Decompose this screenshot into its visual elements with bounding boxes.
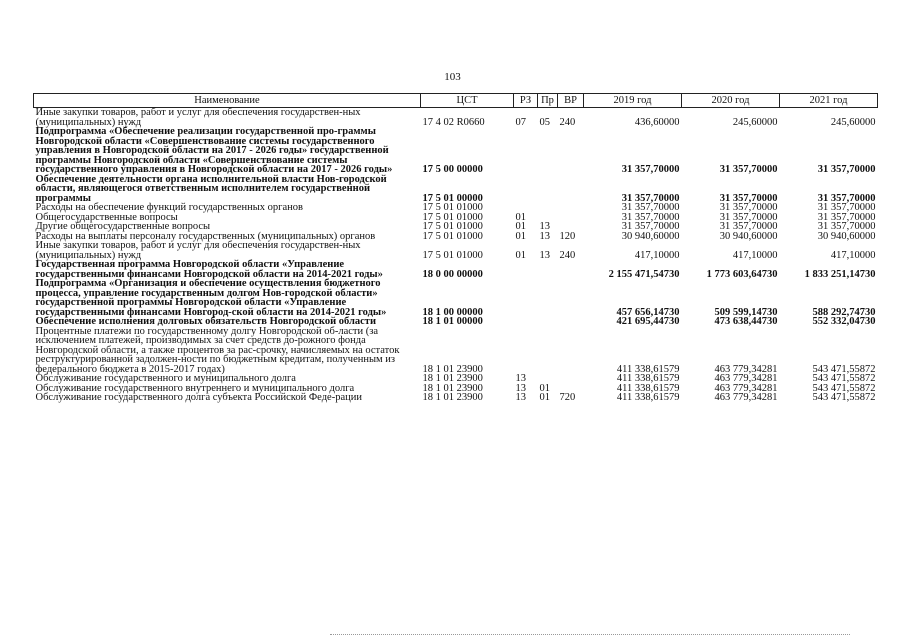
row-2021: 31 357,70000 bbox=[817, 202, 876, 213]
row-2020: 417,10000 bbox=[732, 249, 778, 261]
row-rz: 13 bbox=[515, 373, 526, 384]
row-2021: 417,10000 bbox=[830, 249, 876, 261]
row-2019: 457 656,14730 bbox=[616, 306, 680, 318]
row-2019: 31 357,70000 bbox=[621, 164, 680, 175]
row-2020: 1 773 603,64730 bbox=[706, 268, 778, 280]
row-cst: 17 5 01 01000 bbox=[422, 211, 483, 223]
row-name: Обслуживание государственного внутреннего и муниципального долга bbox=[35, 382, 355, 394]
row-pr: 13 bbox=[539, 249, 550, 261]
row-cst: 18 1 00 00000 bbox=[422, 306, 483, 318]
table-row bbox=[34, 175, 878, 204]
row-pr: 13 bbox=[539, 230, 550, 242]
row-2019: 30 940,60000 bbox=[621, 230, 680, 242]
row-rz bbox=[514, 260, 538, 279]
row-2021: 588 292,74730 bbox=[812, 306, 876, 318]
row-2021: 552 332,04730 bbox=[812, 316, 876, 327]
row-vr bbox=[558, 260, 584, 279]
row-pr: 01 bbox=[539, 382, 550, 394]
row-cst: 17 5 01 01000 bbox=[422, 230, 483, 242]
row-vr: 240 bbox=[559, 116, 576, 128]
row-pr bbox=[538, 317, 558, 327]
row-pr: 05 bbox=[539, 116, 550, 128]
row-2019: 31 357,70000 bbox=[621, 211, 680, 223]
row-cst: 17 5 00 00000 bbox=[422, 164, 483, 175]
row-rz: 01 bbox=[515, 249, 526, 261]
header-vr: ВР bbox=[558, 94, 584, 108]
row-pr bbox=[538, 127, 558, 175]
row-2020: 473 638,44730 bbox=[714, 316, 778, 327]
row-pr bbox=[538, 327, 558, 375]
row-2020: 463 779,34281 bbox=[714, 373, 778, 384]
table-row bbox=[34, 108, 878, 128]
row-pr bbox=[538, 203, 558, 213]
row-name: Другие общегосударственные вопросы bbox=[35, 221, 211, 232]
row-rz: 13 bbox=[515, 392, 526, 403]
table-header-row bbox=[34, 94, 878, 108]
header-cst: ЦСТ bbox=[421, 94, 514, 108]
page-number: 103 bbox=[444, 71, 461, 83]
row-vr bbox=[558, 279, 584, 317]
row-2020: 31 357,70000 bbox=[719, 164, 778, 175]
row-2019: 31 357,70000 bbox=[621, 202, 680, 213]
row-cst: 17 5 01 01000 bbox=[422, 249, 483, 261]
table-row bbox=[34, 241, 878, 260]
row-2021: 1 833 251,14730 bbox=[804, 268, 876, 280]
row-name: Расходы на обеспечение функций государственных органов bbox=[35, 202, 303, 213]
row-2019: 411 338,61579 bbox=[616, 382, 680, 394]
header-2019: 2019 год bbox=[584, 94, 682, 108]
row-rz: 01 bbox=[515, 230, 526, 242]
header-2021: 2021 год bbox=[780, 94, 878, 108]
row-2019: 421 695,44730 bbox=[616, 316, 680, 327]
row-2021: 31 357,70000 bbox=[817, 221, 876, 232]
row-2020: 31 357,70000 bbox=[719, 192, 778, 204]
row-cst: 17 4 02 R0660 bbox=[422, 116, 485, 128]
row-cst: 17 5 01 01000 bbox=[422, 202, 483, 213]
row-name: Обслуживание государственного долга субъекта Российской Феде-рации bbox=[35, 392, 362, 403]
row-rz bbox=[514, 327, 538, 375]
row-2021: 543 471,55872 bbox=[812, 392, 876, 403]
row-2020: 463 779,34281 bbox=[714, 392, 778, 403]
header-name: Наименование bbox=[34, 94, 421, 108]
row-cst: 18 1 01 23900 bbox=[422, 363, 483, 375]
row-rz bbox=[514, 279, 538, 317]
row-2020: 30 940,60000 bbox=[719, 230, 778, 242]
row-cst: 17 5 01 01000 bbox=[422, 221, 483, 232]
table-row bbox=[34, 327, 878, 375]
row-vr bbox=[558, 317, 584, 327]
row-pr bbox=[538, 260, 558, 279]
row-vr bbox=[558, 203, 584, 213]
row-vr: 240 bbox=[559, 249, 576, 261]
row-2020: 31 357,70000 bbox=[719, 221, 778, 232]
row-name: Процентные платежи по государственному долгу Новгородской об-ласти (за исключением платежей, производимых за счет средств до-рожного фонда Новгородской области, а также процентов за рас-срочку, начисляемых на остаток реструктурированной задолжен-ности по бюджетным кредитам, полученным из федерального бюджета в 2015-2017 годах) bbox=[35, 325, 400, 375]
row-2020: 463 779,34281 bbox=[714, 382, 778, 394]
page-footer-divider bbox=[330, 634, 850, 635]
row-rz: 01 bbox=[515, 221, 526, 232]
row-2021: 30 940,60000 bbox=[817, 230, 876, 242]
table-row bbox=[34, 393, 878, 403]
row-2019: 411 338,61579 bbox=[616, 363, 680, 375]
row-name: Подпрограмма «Обеспечение реализации государственной про-граммы Новгородской области «Совершенствование системы государственного управления в Новгородской области на 2017 - 2026 годы» государственной программы Новгородской области «Совершенствование системы государственного управления в Новгородской области на 2017 - 2026 годы» bbox=[35, 126, 393, 175]
row-2021: 31 357,70000 bbox=[817, 211, 876, 223]
budget-table bbox=[33, 93, 878, 403]
row-2019: 417,10000 bbox=[634, 249, 680, 261]
header-rz: РЗ bbox=[514, 94, 538, 108]
table-row bbox=[34, 260, 878, 279]
row-2021: 543 471,55872 bbox=[812, 363, 876, 375]
row-2020: 463 779,34281 bbox=[714, 363, 778, 375]
row-cst: 17 5 01 00000 bbox=[422, 192, 483, 204]
row-pr: 13 bbox=[539, 221, 550, 232]
row-vr: 720 bbox=[559, 392, 576, 403]
row-vr bbox=[558, 327, 584, 375]
row-rz bbox=[514, 175, 538, 204]
row-pr bbox=[538, 175, 558, 204]
row-2021: 543 471,55872 bbox=[812, 373, 876, 384]
row-rz bbox=[514, 317, 538, 327]
row-2021: 543 471,55872 bbox=[812, 382, 876, 394]
header-pr: Пр bbox=[538, 94, 558, 108]
row-vr bbox=[558, 374, 584, 384]
row-2019: 31 357,70000 bbox=[621, 192, 680, 204]
row-cst: 18 0 00 00000 bbox=[422, 268, 483, 280]
row-rz: 01 bbox=[515, 211, 526, 223]
row-2020: 31 357,70000 bbox=[719, 202, 778, 213]
row-name: Иные закупки товаров, работ и услуг для обеспечения государствен-ных (муниципальных) нужд bbox=[35, 107, 361, 128]
row-rz: 13 bbox=[515, 382, 526, 394]
header-2020: 2020 год bbox=[682, 94, 780, 108]
row-name: Расходы на выплаты персоналу государственных (муниципальных) органов bbox=[35, 230, 376, 242]
table-body bbox=[34, 108, 878, 403]
row-name: Иные закупки товаров, работ и услуг для обеспечения государствен-ных (муниципальных) нужд bbox=[35, 240, 361, 261]
row-rz: 07 bbox=[515, 116, 526, 128]
row-2019: 2 155 471,54730 bbox=[608, 268, 680, 280]
table-row bbox=[34, 127, 878, 175]
row-pr: 01 bbox=[539, 392, 550, 403]
row-2020: 245,60000 bbox=[732, 116, 778, 128]
row-2019: 411 338,61579 bbox=[616, 392, 680, 403]
row-cst: 18 1 01 23900 bbox=[422, 392, 483, 403]
row-vr bbox=[558, 213, 584, 223]
row-2019: 411 338,61579 bbox=[616, 373, 680, 384]
row-2020: 509 599,14730 bbox=[714, 306, 778, 318]
table-row bbox=[34, 279, 878, 317]
row-name: Государственная программа Новгородской области «Управление государственными финансами Новгородской области на 2014-2021 годы» bbox=[35, 259, 383, 280]
row-name: Обслуживание государственного и муниципального долга bbox=[35, 373, 296, 384]
row-2019: 436,60000 bbox=[634, 116, 680, 128]
row-vr bbox=[558, 175, 584, 204]
row-vr bbox=[558, 127, 584, 175]
row-2021: 31 357,70000 bbox=[817, 192, 876, 204]
row-2019: 31 357,70000 bbox=[621, 221, 680, 232]
row-name: Общегосударственные вопросы bbox=[35, 211, 178, 223]
row-cst: 18 1 01 00000 bbox=[422, 316, 483, 327]
row-rz bbox=[514, 127, 538, 175]
row-name: Обеспечение деятельности органа исполнительной власти Нов-городской области, являющегося ответственным исполнителем государственной программы bbox=[35, 173, 387, 204]
row-2020: 31 357,70000 bbox=[719, 211, 778, 223]
row-name: Подпрограмма «Организация и обеспечение осуществления бюджетного процесса, управление государственным долгом Нов-городской области» государственной программы Новгородской области «Управление государственными финансами Новгород-ской области на 2014-2021 годы» bbox=[35, 278, 387, 318]
row-name: Обеспечение исполнения долговых обязательств Новгородской области bbox=[35, 316, 376, 327]
row-2021: 31 357,70000 bbox=[817, 164, 876, 175]
row-cst: 18 1 01 23900 bbox=[422, 373, 483, 384]
row-2021: 245,60000 bbox=[830, 116, 876, 128]
row-cst: 18 1 01 23900 bbox=[422, 382, 483, 394]
row-pr bbox=[538, 279, 558, 317]
row-vr: 120 bbox=[559, 230, 576, 242]
